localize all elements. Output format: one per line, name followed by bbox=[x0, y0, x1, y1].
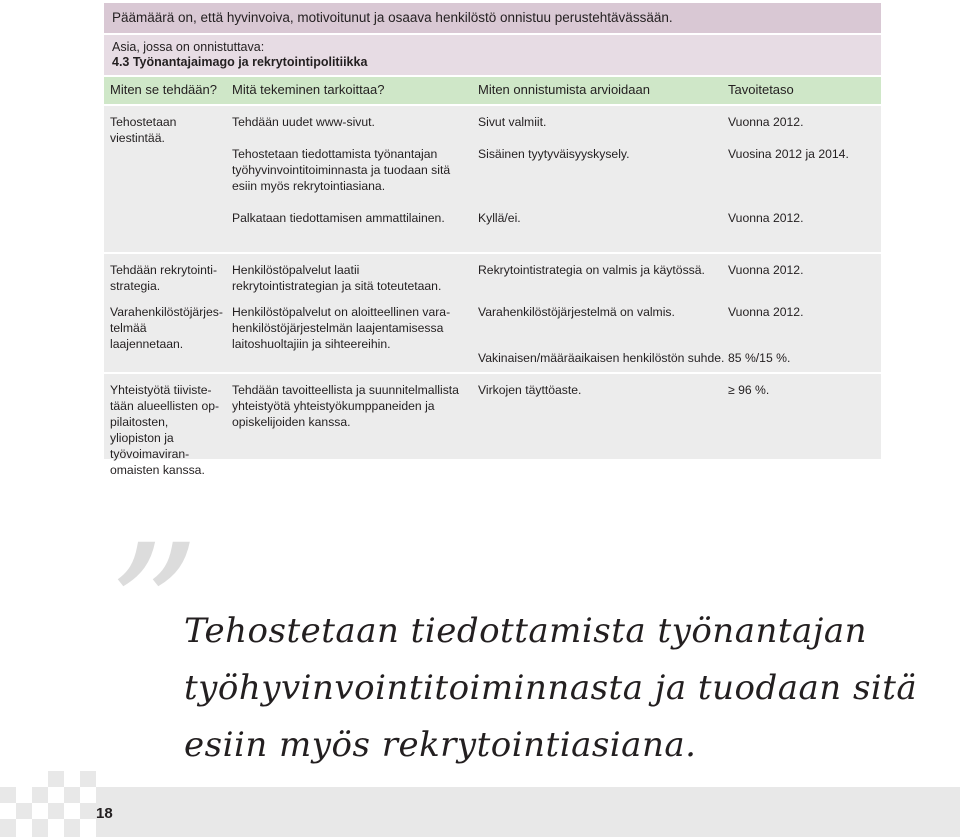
row3-eval: Virkojen täyttöaste. bbox=[478, 383, 582, 397]
row3-target: ≥ 96 %. bbox=[728, 383, 770, 397]
focus-label: Asia, jossa on onnistuttava: bbox=[112, 40, 265, 54]
row1-eval-2: Sisäinen tyytyväisyyskysely. bbox=[478, 147, 630, 161]
focus-value: 4.3 Työnantajaimago ja rekrytointipolitiikka bbox=[112, 55, 368, 69]
row1-what-2: Tehostetaan tiedottamista työnantajan työhyvinvointitoiminnasta ja tuodaan sitä esiin myös rekrytointiasiana. bbox=[232, 147, 451, 193]
row1-target-1: Vuonna 2012. bbox=[728, 115, 804, 129]
row2-what-1: Henkilöstöpalvelut laatii rekrytointistrategian ja sitä toteutetaan. bbox=[232, 263, 442, 293]
row1-eval-1: Sivut valmiit. bbox=[478, 115, 547, 129]
header-evaluation: Miten onnistumista arvioidaan bbox=[478, 82, 650, 97]
row2-target-3: 85 %/15 %. bbox=[728, 351, 791, 365]
row3-what: Tehdään tavoitteellista ja suunnitelmallista yhteistyötä yhteistyökumppaneiden ja opiskelijoiden kanssa. bbox=[232, 383, 459, 429]
row1-what-1: Tehdään uudet www-sivut. bbox=[232, 115, 375, 129]
table-row bbox=[104, 106, 881, 252]
row2-eval-1: Rekrytointistrategia on valmis ja käytössä. bbox=[478, 263, 705, 277]
row1-what-3: Palkataan tiedottamisen ammattilainen. bbox=[232, 211, 445, 225]
row2-target-1: Vuonna 2012. bbox=[728, 263, 804, 277]
header-how: Miten se tehdään? bbox=[110, 82, 217, 97]
header-what: Mitä tekeminen tarkoittaa? bbox=[232, 82, 385, 97]
quote-mark: ” bbox=[108, 507, 201, 716]
row2-eval-3: Vakinaisen/määräaikaisen henkilöstön suhde. bbox=[478, 351, 725, 365]
goal-row bbox=[104, 3, 881, 33]
row2-target-2: Vuonna 2012. bbox=[728, 305, 804, 319]
row2-eval-2: Varahenkilöstöjärjestelmä on valmis. bbox=[478, 305, 675, 319]
row2-how-1: Tehdään rekrytointi-strategia. bbox=[110, 263, 218, 293]
row2-what-2: Henkilöstöpalvelut on aloitteellinen vara-henkilöstöjärjestelmän laajentamisessa laitoshuoltajiin ja sihteereihin. bbox=[232, 305, 451, 351]
row1-eval-3: Kyllä/ei. bbox=[478, 211, 521, 225]
focus-row bbox=[104, 35, 881, 75]
page-number: 18 bbox=[96, 805, 113, 822]
goal-text: Päämäärä on, että hyvinvoiva, motivoitunut ja osaava henkilöstö onnistuu perustehtävässään. bbox=[112, 10, 673, 25]
quote-line-2: työhyvinvointitoiminnasta ja tuodaan sitä bbox=[184, 668, 918, 708]
header-row bbox=[104, 77, 881, 104]
table-row bbox=[104, 254, 881, 372]
row3-how: Yhteistyötä tiiviste-tään alueellisten op-pilaitosten, yliopiston ja työvoimaviran-omaisten kanssa. bbox=[110, 383, 220, 477]
footer-band bbox=[96, 787, 960, 837]
objectives-table bbox=[104, 3, 881, 477]
header-target: Tavoitetaso bbox=[728, 82, 794, 97]
row1-target-3: Vuonna 2012. bbox=[728, 211, 804, 225]
pull-quote bbox=[184, 603, 917, 774]
quote-line-1: Tehostetaan tiedottamista työnantajan bbox=[184, 611, 868, 651]
row2-how-2: Varahenkilöstöjärjes-telmää laajennetaan. bbox=[110, 305, 223, 351]
quote-line-3: esiin myös rekrytointiasiana. bbox=[184, 725, 697, 765]
row1-target-2: Vuosina 2012 ja 2014. bbox=[728, 147, 849, 161]
table-row bbox=[104, 374, 881, 477]
row1-how: Tehostetaan viestintää. bbox=[110, 115, 177, 145]
